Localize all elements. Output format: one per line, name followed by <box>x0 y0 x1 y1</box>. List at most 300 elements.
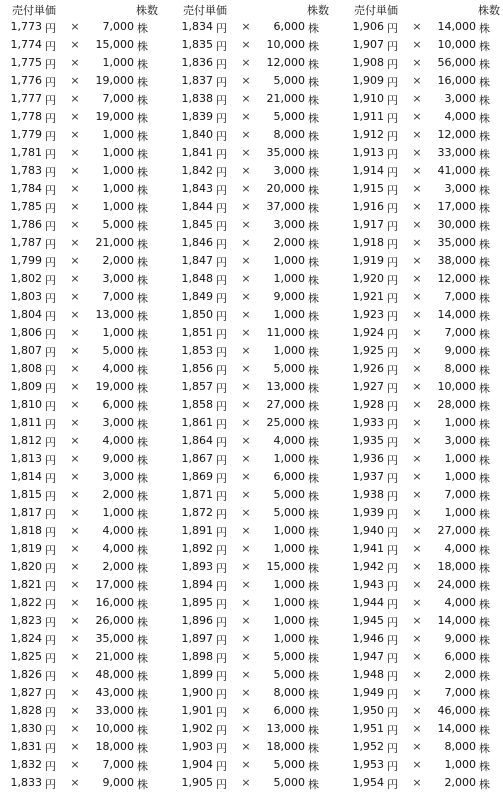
shares-cell: 2,000 <box>102 560 134 573</box>
price-cell: 1,913 <box>352 146 384 159</box>
price-cell: 1,826 <box>10 668 42 681</box>
yen-unit: 円 <box>45 220 56 233</box>
yen-unit: 円 <box>45 454 56 467</box>
price-cell: 1,835 <box>181 38 213 51</box>
table-row <box>171 324 342 342</box>
yen-unit: 円 <box>216 292 227 305</box>
yen-unit: 円 <box>45 490 56 503</box>
column-group-3 <box>342 18 503 793</box>
price-cell: 1,802 <box>10 272 42 285</box>
table-body <box>0 18 503 793</box>
shares-cell: 6,000 <box>444 650 476 663</box>
shares-unit: 株 <box>137 778 148 791</box>
yen-unit: 円 <box>45 778 56 791</box>
price-cell: 1,857 <box>181 380 213 393</box>
multiply-sign: × <box>241 218 251 231</box>
shares-cell: 1,000 <box>102 128 134 141</box>
price-cell: 1,894 <box>181 578 213 591</box>
header-sell-unit-price: 売付単価 <box>354 4 398 17</box>
table-row <box>342 180 503 198</box>
yen-unit: 円 <box>216 382 227 395</box>
yen-unit: 円 <box>387 148 398 161</box>
price-cell: 1,941 <box>352 542 384 555</box>
table-header <box>0 0 503 18</box>
shares-cell: 13,000 <box>266 380 305 393</box>
shares-unit: 株 <box>137 274 148 287</box>
shares-unit: 株 <box>308 130 319 143</box>
table-row <box>0 306 171 324</box>
multiply-sign: × <box>412 182 422 195</box>
shares-unit: 株 <box>308 238 319 251</box>
multiply-sign: × <box>412 110 422 123</box>
multiply-sign: × <box>412 38 422 51</box>
multiply-sign: × <box>70 218 80 231</box>
shares-cell: 9,000 <box>102 452 134 465</box>
shares-unit: 株 <box>137 184 148 197</box>
price-cell: 1,817 <box>10 506 42 519</box>
yen-unit: 円 <box>45 472 56 485</box>
shares-unit: 株 <box>137 292 148 305</box>
shares-cell: 10,000 <box>266 38 305 51</box>
shares-cell: 7,000 <box>102 758 134 771</box>
table-row <box>342 144 503 162</box>
shares-unit: 株 <box>308 166 319 179</box>
shares-unit: 株 <box>137 670 148 683</box>
yen-unit: 円 <box>387 184 398 197</box>
price-cell: 1,850 <box>181 308 213 321</box>
shares-cell: 8,000 <box>444 362 476 375</box>
multiply-sign: × <box>241 164 251 177</box>
table-row <box>0 612 171 630</box>
price-cell: 1,904 <box>181 758 213 771</box>
shares-cell: 4,000 <box>102 362 134 375</box>
multiply-sign: × <box>412 668 422 681</box>
yen-unit: 円 <box>216 76 227 89</box>
price-cell: 1,848 <box>181 272 213 285</box>
table-row <box>0 72 171 90</box>
price-cell: 1,828 <box>10 704 42 717</box>
yen-unit: 円 <box>216 544 227 557</box>
table-row <box>342 702 503 720</box>
yen-unit: 円 <box>387 238 398 251</box>
table-row <box>342 126 503 144</box>
shares-unit: 株 <box>308 724 319 737</box>
multiply-sign: × <box>70 524 80 537</box>
shares-unit: 株 <box>479 706 490 719</box>
shares-cell: 1,000 <box>273 308 305 321</box>
multiply-sign: × <box>412 164 422 177</box>
table-row <box>342 216 503 234</box>
table-row <box>0 468 171 486</box>
shares-unit: 株 <box>479 598 490 611</box>
multiply-sign: × <box>70 740 80 753</box>
yen-unit: 円 <box>387 472 398 485</box>
price-cell: 1,831 <box>10 740 42 753</box>
yen-unit: 円 <box>45 76 56 89</box>
yen-unit: 円 <box>387 94 398 107</box>
yen-unit: 円 <box>45 508 56 521</box>
price-cell: 1,940 <box>352 524 384 537</box>
price-cell: 1,773 <box>10 20 42 33</box>
multiply-sign: × <box>70 434 80 447</box>
shares-cell: 25,000 <box>266 416 305 429</box>
price-cell: 1,803 <box>10 290 42 303</box>
shares-unit: 株 <box>308 364 319 377</box>
multiply-sign: × <box>70 236 80 249</box>
multiply-sign: × <box>241 38 251 51</box>
price-cell: 1,949 <box>352 686 384 699</box>
shares-unit: 株 <box>137 40 148 53</box>
shares-unit: 株 <box>308 400 319 413</box>
table-row <box>0 90 171 108</box>
shares-unit: 株 <box>479 238 490 251</box>
multiply-sign: × <box>241 290 251 303</box>
shares-unit: 株 <box>137 454 148 467</box>
shares-cell: 4,000 <box>102 434 134 447</box>
shares-cell: 4,000 <box>444 542 476 555</box>
multiply-sign: × <box>70 704 80 717</box>
yen-unit: 円 <box>216 256 227 269</box>
shares-cell: 1,000 <box>273 578 305 591</box>
multiply-sign: × <box>241 740 251 753</box>
multiply-sign: × <box>241 128 251 141</box>
yen-unit: 円 <box>45 238 56 251</box>
price-cell: 1,944 <box>352 596 384 609</box>
table-row <box>0 486 171 504</box>
shares-cell: 2,000 <box>444 776 476 789</box>
table-row <box>0 342 171 360</box>
table-row <box>171 576 342 594</box>
shares-unit: 株 <box>137 490 148 503</box>
table-row <box>0 594 171 612</box>
table-row <box>342 486 503 504</box>
shares-unit: 株 <box>479 166 490 179</box>
price-cell: 1,838 <box>181 92 213 105</box>
multiply-sign: × <box>412 380 422 393</box>
header-group-3 <box>342 0 503 18</box>
table-row <box>171 594 342 612</box>
shares-cell: 9,000 <box>444 344 476 357</box>
shares-cell: 16,000 <box>437 74 476 87</box>
multiply-sign: × <box>412 362 422 375</box>
multiply-sign: × <box>241 686 251 699</box>
shares-cell: 19,000 <box>95 380 134 393</box>
price-cell: 1,869 <box>181 470 213 483</box>
yen-unit: 円 <box>387 292 398 305</box>
table-row <box>0 288 171 306</box>
price-cell: 1,897 <box>181 632 213 645</box>
table-row <box>171 90 342 108</box>
header-group-1 <box>0 0 171 18</box>
shares-unit: 株 <box>479 490 490 503</box>
yen-unit: 円 <box>387 328 398 341</box>
shares-cell: 10,000 <box>95 722 134 735</box>
price-cell: 1,917 <box>352 218 384 231</box>
yen-unit: 円 <box>216 328 227 341</box>
multiply-sign: × <box>412 56 422 69</box>
shares-unit: 株 <box>137 166 148 179</box>
multiply-sign: × <box>70 578 80 591</box>
table-row <box>342 18 503 36</box>
table-row <box>342 432 503 450</box>
price-cell: 1,903 <box>181 740 213 753</box>
multiply-sign: × <box>412 740 422 753</box>
shares-cell: 4,000 <box>102 542 134 555</box>
shares-unit: 株 <box>137 346 148 359</box>
shares-unit: 株 <box>137 634 148 647</box>
yen-unit: 円 <box>387 598 398 611</box>
multiply-sign: × <box>412 200 422 213</box>
shares-unit: 株 <box>479 742 490 755</box>
shares-unit: 株 <box>137 238 148 251</box>
shares-cell: 38,000 <box>437 254 476 267</box>
multiply-sign: × <box>70 632 80 645</box>
price-cell: 1,928 <box>352 398 384 411</box>
shares-unit: 株 <box>308 616 319 629</box>
shares-cell: 12,000 <box>437 128 476 141</box>
price-cell: 1,811 <box>10 416 42 429</box>
shares-cell: 16,000 <box>95 596 134 609</box>
yen-unit: 円 <box>45 670 56 683</box>
shares-unit: 株 <box>479 76 490 89</box>
yen-unit: 円 <box>387 706 398 719</box>
multiply-sign: × <box>241 308 251 321</box>
table-row <box>0 36 171 54</box>
price-cell: 1,864 <box>181 434 213 447</box>
shares-unit: 株 <box>308 58 319 71</box>
yen-unit: 円 <box>387 400 398 413</box>
yen-unit: 円 <box>387 346 398 359</box>
shares-cell: 43,000 <box>95 686 134 699</box>
table-row <box>342 306 503 324</box>
yen-unit: 円 <box>45 292 56 305</box>
shares-cell: 1,000 <box>102 56 134 69</box>
shares-cell: 1,000 <box>273 272 305 285</box>
shares-unit: 株 <box>137 436 148 449</box>
multiply-sign: × <box>241 632 251 645</box>
price-cell: 1,867 <box>181 452 213 465</box>
table-row <box>342 108 503 126</box>
table-row <box>0 216 171 234</box>
price-cell: 1,840 <box>181 128 213 141</box>
shares-cell: 33,000 <box>95 704 134 717</box>
price-cell: 1,924 <box>352 326 384 339</box>
price-cell: 1,937 <box>352 470 384 483</box>
price-cell: 1,776 <box>10 74 42 87</box>
yen-unit: 円 <box>216 184 227 197</box>
shares-cell: 35,000 <box>95 632 134 645</box>
shares-unit: 株 <box>479 526 490 539</box>
yen-unit: 円 <box>216 130 227 143</box>
table-row <box>0 504 171 522</box>
yen-unit: 円 <box>387 724 398 737</box>
table-row <box>0 666 171 684</box>
yen-unit: 円 <box>216 778 227 791</box>
yen-unit: 円 <box>216 346 227 359</box>
yen-unit: 円 <box>45 202 56 215</box>
shares-cell: 10,000 <box>437 38 476 51</box>
table-row <box>171 684 342 702</box>
table-row <box>0 576 171 594</box>
multiply-sign: × <box>412 542 422 555</box>
multiply-sign: × <box>412 290 422 303</box>
price-cell: 1,908 <box>352 56 384 69</box>
multiply-sign: × <box>241 56 251 69</box>
yen-unit: 円 <box>387 580 398 593</box>
price-cell: 1,812 <box>10 434 42 447</box>
multiply-sign: × <box>412 470 422 483</box>
table-row <box>171 666 342 684</box>
multiply-sign: × <box>70 344 80 357</box>
table-row <box>171 36 342 54</box>
table-row <box>0 756 171 774</box>
multiply-sign: × <box>241 326 251 339</box>
table-row <box>171 504 342 522</box>
table-row <box>0 558 171 576</box>
yen-unit: 円 <box>387 418 398 431</box>
price-cell: 1,910 <box>352 92 384 105</box>
shares-cell: 9,000 <box>444 632 476 645</box>
table-row <box>171 756 342 774</box>
yen-unit: 円 <box>45 742 56 755</box>
shares-unit: 株 <box>308 220 319 233</box>
shares-unit: 株 <box>479 22 490 35</box>
shares-unit: 株 <box>137 724 148 737</box>
shares-cell: 1,000 <box>444 416 476 429</box>
table-row <box>0 450 171 468</box>
yen-unit: 円 <box>216 40 227 53</box>
shares-unit: 株 <box>479 40 490 53</box>
yen-unit: 円 <box>387 40 398 53</box>
price-cell: 1,824 <box>10 632 42 645</box>
price-cell: 1,815 <box>10 488 42 501</box>
yen-unit: 円 <box>387 616 398 629</box>
yen-unit: 円 <box>45 364 56 377</box>
shares-unit: 株 <box>137 760 148 773</box>
yen-unit: 円 <box>216 274 227 287</box>
yen-unit: 円 <box>45 724 56 737</box>
shares-unit: 株 <box>137 22 148 35</box>
shares-cell: 10,000 <box>437 380 476 393</box>
yen-unit: 円 <box>216 490 227 503</box>
price-cell: 1,858 <box>181 398 213 411</box>
shares-cell: 56,000 <box>437 56 476 69</box>
yen-unit: 円 <box>387 526 398 539</box>
multiply-sign: × <box>70 614 80 627</box>
price-cell: 1,806 <box>10 326 42 339</box>
shares-unit: 株 <box>137 94 148 107</box>
multiply-sign: × <box>241 578 251 591</box>
shares-unit: 株 <box>479 400 490 413</box>
multiply-sign: × <box>70 74 80 87</box>
shares-unit: 株 <box>479 364 490 377</box>
shares-cell: 1,000 <box>444 758 476 771</box>
yen-unit: 円 <box>387 634 398 647</box>
shares-unit: 株 <box>479 580 490 593</box>
price-cell: 1,952 <box>352 740 384 753</box>
shares-cell: 7,000 <box>444 326 476 339</box>
multiply-sign: × <box>70 398 80 411</box>
yen-unit: 円 <box>387 382 398 395</box>
shares-unit: 株 <box>479 724 490 737</box>
table-row <box>342 504 503 522</box>
shares-unit: 株 <box>137 382 148 395</box>
table-row <box>171 144 342 162</box>
shares-cell: 5,000 <box>273 74 305 87</box>
shares-cell: 1,000 <box>273 632 305 645</box>
shares-cell: 1,000 <box>102 164 134 177</box>
multiply-sign: × <box>241 200 251 213</box>
multiply-sign: × <box>412 560 422 573</box>
shares-cell: 1,000 <box>273 542 305 555</box>
table-row <box>342 162 503 180</box>
multiply-sign: × <box>412 128 422 141</box>
shares-cell: 41,000 <box>437 164 476 177</box>
multiply-sign: × <box>241 344 251 357</box>
yen-unit: 円 <box>387 220 398 233</box>
yen-unit: 円 <box>45 40 56 53</box>
yen-unit: 円 <box>387 562 398 575</box>
multiply-sign: × <box>70 92 80 105</box>
multiply-sign: × <box>70 380 80 393</box>
shares-cell: 1,000 <box>273 524 305 537</box>
shares-cell: 5,000 <box>273 650 305 663</box>
table-row <box>0 738 171 756</box>
price-cell: 1,872 <box>181 506 213 519</box>
shares-unit: 株 <box>479 508 490 521</box>
shares-unit: 株 <box>308 40 319 53</box>
shares-unit: 株 <box>308 328 319 341</box>
yen-unit: 円 <box>45 634 56 647</box>
shares-cell: 4,000 <box>102 524 134 537</box>
header-shares: 株数 <box>307 4 329 17</box>
multiply-sign: × <box>70 650 80 663</box>
price-cell: 1,892 <box>181 542 213 555</box>
price-cell: 1,911 <box>352 110 384 123</box>
price-cell: 1,898 <box>181 650 213 663</box>
multiply-sign: × <box>412 524 422 537</box>
shares-unit: 株 <box>479 58 490 71</box>
shares-cell: 5,000 <box>273 776 305 789</box>
price-cell: 1,895 <box>181 596 213 609</box>
shares-unit: 株 <box>479 688 490 701</box>
shares-unit: 株 <box>137 58 148 71</box>
price-cell: 1,919 <box>352 254 384 267</box>
yen-unit: 円 <box>45 112 56 125</box>
yen-unit: 円 <box>216 310 227 323</box>
shares-unit: 株 <box>308 346 319 359</box>
price-cell: 1,921 <box>352 290 384 303</box>
shares-unit: 株 <box>137 544 148 557</box>
price-cell: 1,814 <box>10 470 42 483</box>
multiply-sign: × <box>412 434 422 447</box>
shares-unit: 株 <box>308 148 319 161</box>
price-cell: 1,845 <box>181 218 213 231</box>
shares-cell: 8,000 <box>273 686 305 699</box>
shares-cell: 3,000 <box>102 470 134 483</box>
table-row <box>342 738 503 756</box>
shares-unit: 株 <box>308 778 319 791</box>
price-cell: 1,832 <box>10 758 42 771</box>
shares-cell: 35,000 <box>437 236 476 249</box>
yen-unit: 円 <box>216 562 227 575</box>
column-group-2 <box>171 18 342 793</box>
shares-unit: 株 <box>308 310 319 323</box>
price-cell: 1,947 <box>352 650 384 663</box>
table-row <box>0 702 171 720</box>
shares-unit: 株 <box>479 112 490 125</box>
price-cell: 1,830 <box>10 722 42 735</box>
